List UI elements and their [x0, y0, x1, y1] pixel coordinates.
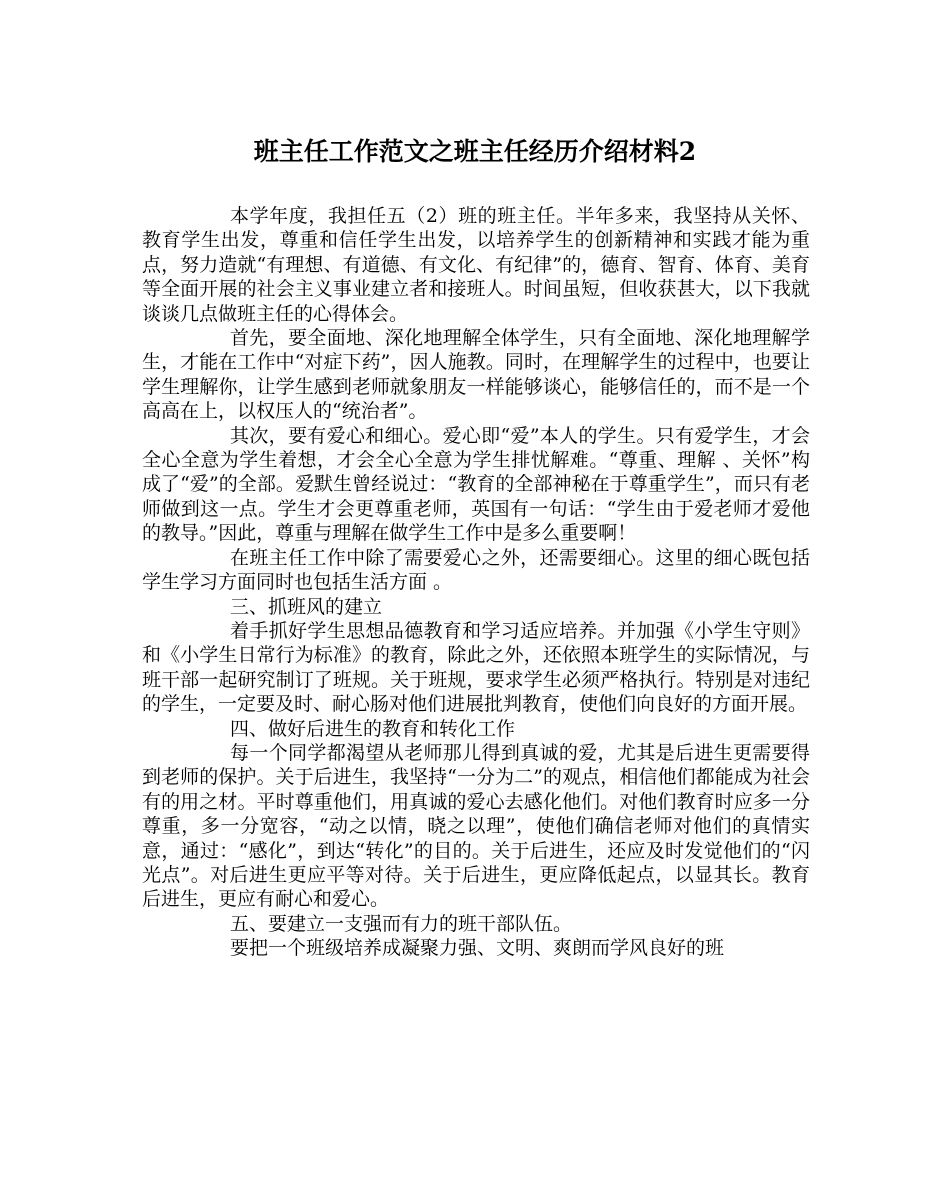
paragraph: 每一个同学都渴望从老师那儿得到真诚的爱，尤其是后进生更需要得到老师的保护。关于后进生，我坚持“一分为二”的观点，相信他们都能成为社会有的用之材。平时尊重他们，用真诚的爱心去感化他们。对他们教育时应多一分尊重，多一分宽容，“动之以情，晓之以理”，使他们确信老师对他们的真情实意，通过：“感化”，到达“转化”的目的。关于后进生，还应及时发觉他们的“闪光点”。对后进生更应平等对待。关于后进生，更应降低起点，以显其长。教育后进生，更应有耐心和爱心。 — [142, 741, 810, 911]
paragraph: 本学年度，我担任五（2）班的班主任。半年多来，我坚持从关怀、教育学生出发，尊重和信任学生出发，以培养学生的创新精神和实践才能为重点，努力造就“有理想、有道德、有文化、有纪律”的，德育、智育、体育、美育等全面开展的社会主义事业建立者和接班人。时间虽短，但收获甚大，以下我就谈谈几点做班主任的心得体会。 — [142, 205, 810, 325]
paragraph: 首先，要全面地、深化地理解全体学生，只有全面地、深化地理解学生，才能在工作中“对症下药”，因人施教。同时，在理解学生的过程中，也要让学生理解你，让学生感到老师就象朋友一样能够谈心，能够信任的，而不是一个高高在上，以权压人的“统治者”。 — [142, 327, 810, 423]
section-heading: 四、做好后进生的教育和转化工作 — [230, 717, 516, 740]
paragraph: 着手抓好学生思想品德教育和学习适应培养。并加强《小学生守则》和《小学生日常行为标准》的教育，除此之外，还依照本班学生的实际情况，与班干部一起研究制订了班规。关于班规，要求学生必须严格执行。特别是对违纪的学生，一定要及时、耐心肠对他们进展批判教育，使他们向良好的方面开展。 — [142, 619, 810, 716]
paragraph: 在班主任工作中除了需要爱心之外，还需要细心。这里的细心既包括学生学习方面同时也包括生活方面 。 — [142, 546, 810, 594]
document-body — [142, 204, 810, 961]
section-heading: 三、抓班风的建立 — [230, 595, 383, 618]
section-heading: 五、要建立一支强而有力的班干部队伍。 — [230, 912, 573, 935]
paragraph: 要把一个班级培养成凝聚力强、文明、爽朗而学风良好的班 — [230, 937, 725, 960]
document-title: 班主任工作范文之班主任经历介绍材料2 — [253, 137, 697, 166]
paragraph: 其次，要有爱心和细心。爱心即“爱”本人的学生。只有爱学生，才会全心全意为学生着想，才会全心全意为学生排忧解难。“尊重、理解 、关怀”构成了“爱”的全部。爱默生曾经说过：“教育的全部神秘在于尊重学生”，而只有老师做到这一点。学生才会更尊重老师，英国有一句话：“学生由于爱老师才爱他的教导。”因此，尊重与理解在做学生工作中是多么重要啊！ — [142, 424, 810, 545]
